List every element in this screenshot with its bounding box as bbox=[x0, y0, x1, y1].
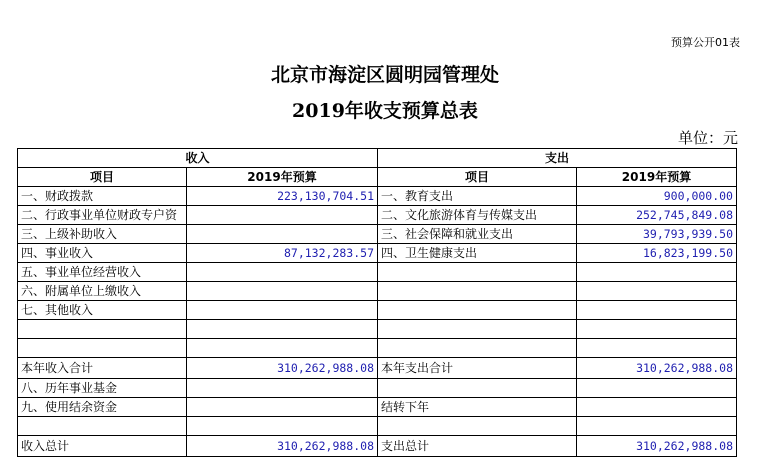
expense-item-cell: 支出总计 bbox=[378, 436, 577, 457]
income-item-cell: 本年收入合计 bbox=[18, 358, 187, 379]
expense-value-cell bbox=[577, 320, 737, 339]
expense-value-cell bbox=[577, 417, 737, 436]
expense-item-cell bbox=[378, 282, 577, 301]
income-value-cell bbox=[187, 282, 378, 301]
expense-value-cell: 310,262,988.08 bbox=[577, 436, 737, 457]
income-section-header: 收入 bbox=[18, 149, 378, 168]
expense-value-cell: 900,000.00 bbox=[577, 187, 737, 206]
income-value-cell bbox=[187, 417, 378, 436]
income-item-cell: 二、行政事业单位财政专户资 bbox=[18, 206, 187, 225]
expense-item-cell bbox=[378, 301, 577, 320]
income-item-cell: 一、财政拨款 bbox=[18, 187, 187, 206]
column-header-row bbox=[18, 168, 737, 187]
income-item-cell: 九、使用结余资金 bbox=[18, 398, 187, 417]
section-header-row bbox=[18, 149, 737, 168]
table-row bbox=[18, 206, 737, 225]
expense-item-cell: 本年支出合计 bbox=[378, 358, 577, 379]
table-row bbox=[18, 436, 737, 457]
expense-item-cell: 三、社会保障和就业支出 bbox=[378, 225, 577, 244]
income-item-cell: 五、事业单位经营收入 bbox=[18, 263, 187, 282]
income-value-cell bbox=[187, 398, 378, 417]
income-value-cell bbox=[187, 263, 378, 282]
income-item-header: 项目 bbox=[18, 168, 187, 187]
expense-value-cell bbox=[577, 398, 737, 417]
expense-item-cell: 四、卫生健康支出 bbox=[378, 244, 577, 263]
expense-value-cell bbox=[577, 301, 737, 320]
income-budget-header: 2019年预算 bbox=[187, 168, 378, 187]
income-value-cell: 310,262,988.08 bbox=[187, 358, 378, 379]
income-value-cell bbox=[187, 339, 378, 358]
table-row bbox=[18, 339, 737, 358]
expense-item-cell: 一、教育支出 bbox=[378, 187, 577, 206]
income-item-cell: 七、其他收入 bbox=[18, 301, 187, 320]
table-row bbox=[18, 417, 737, 436]
expense-item-cell bbox=[378, 320, 577, 339]
expense-value-cell: 252,745,849.08 bbox=[577, 206, 737, 225]
income-value-cell bbox=[187, 206, 378, 225]
income-item-cell: 六、附属单位上缴收入 bbox=[18, 282, 187, 301]
unit-label: 单位：元 bbox=[677, 129, 738, 147]
table-row bbox=[18, 244, 737, 263]
page-subtitle: 2019年收支预算总表 bbox=[292, 100, 478, 122]
expense-value-cell bbox=[577, 282, 737, 301]
income-value-cell: 87,132,283.57 bbox=[187, 244, 378, 263]
table-row bbox=[18, 301, 737, 320]
income-value-cell bbox=[187, 225, 378, 244]
expense-value-cell bbox=[577, 339, 737, 358]
income-value-cell bbox=[187, 301, 378, 320]
expense-item-cell bbox=[378, 379, 577, 398]
expense-item-header: 项目 bbox=[378, 168, 577, 187]
table-row bbox=[18, 320, 737, 339]
income-item-cell bbox=[18, 417, 187, 436]
income-value-cell bbox=[187, 379, 378, 398]
income-value-cell bbox=[187, 320, 378, 339]
expense-item-cell bbox=[378, 417, 577, 436]
income-item-cell bbox=[18, 320, 187, 339]
expense-section-header: 支出 bbox=[378, 149, 737, 168]
income-value-cell: 223,130,704.51 bbox=[187, 187, 378, 206]
income-item-cell bbox=[18, 339, 187, 358]
income-item-cell: 三、上级补助收入 bbox=[18, 225, 187, 244]
expense-item-cell bbox=[378, 339, 577, 358]
table-row bbox=[18, 187, 737, 206]
table-row bbox=[18, 225, 737, 244]
income-item-cell: 收入总计 bbox=[18, 436, 187, 457]
expense-item-cell: 结转下年 bbox=[378, 398, 577, 417]
page-title: 北京市海淀区圆明园管理处 bbox=[270, 64, 499, 86]
form-code: 预算公开01表 bbox=[671, 36, 740, 49]
expense-item-cell bbox=[378, 263, 577, 282]
budget-table bbox=[17, 148, 737, 457]
table-row bbox=[18, 398, 737, 417]
expense-item-cell: 二、文化旅游体育与传媒支出 bbox=[378, 206, 577, 225]
table-row bbox=[18, 358, 737, 379]
table-row bbox=[18, 379, 737, 398]
expense-value-cell: 16,823,199.50 bbox=[577, 244, 737, 263]
expense-budget-header: 2019年预算 bbox=[577, 168, 737, 187]
table-row bbox=[18, 263, 737, 282]
expense-value-cell bbox=[577, 263, 737, 282]
income-item-cell: 八、历年事业基金 bbox=[18, 379, 187, 398]
table-row bbox=[18, 282, 737, 301]
expense-value-cell: 310,262,988.08 bbox=[577, 358, 737, 379]
income-item-cell: 四、事业收入 bbox=[18, 244, 187, 263]
income-value-cell: 310,262,988.08 bbox=[187, 436, 378, 457]
expense-value-cell bbox=[577, 379, 737, 398]
expense-value-cell: 39,793,939.50 bbox=[577, 225, 737, 244]
